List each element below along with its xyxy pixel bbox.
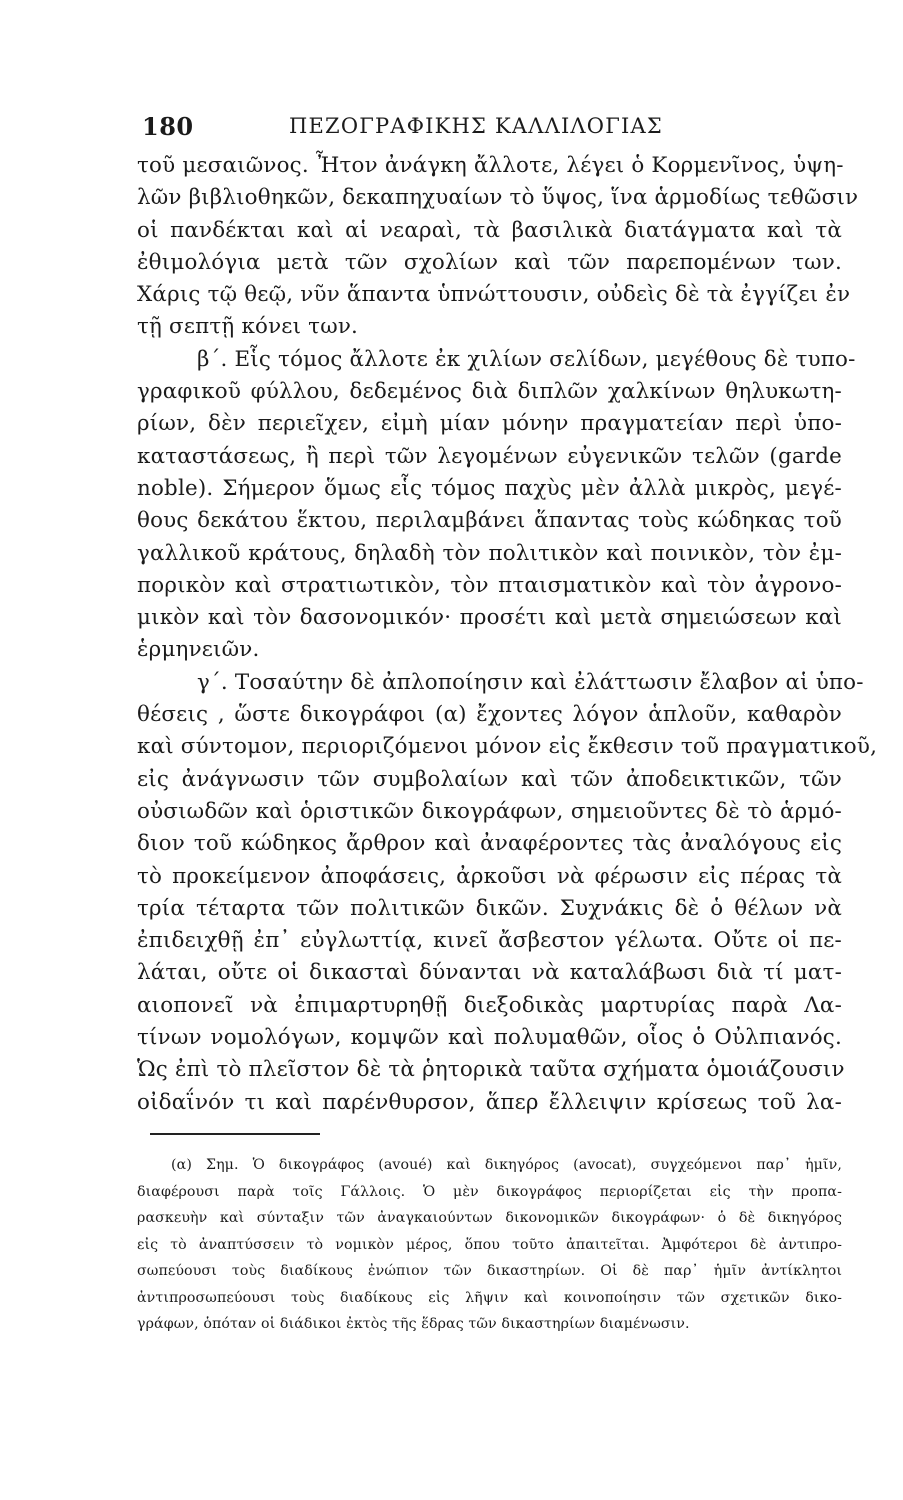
text-line: γραφικοῦ φύλλου, δεδεμένος διὰ διπλῶν χαλκίνων θηλυκωτη- [137,379,842,405]
text-line: τοῦ μεσαιῶνος. Ἦτον ἀνάγκη ἄλλοτε, λέγει ὁ Κορμενῖνος, ὑψη- [137,153,844,178]
text-line: μικὸν καὶ τὸν δασονομικόν· προσέτι καὶ μετὰ σημειώσεων καὶ [137,605,842,631]
running-title: ΠΕΖΟΓΡΑΦΙΚΗΣ ΚΑΛΛΙΛΟΓΙΑΣ [289,114,663,138]
text-line: ρίων, δὲν περιεῖχεν, εἰμὴ μίαν μόνην πραγματείαν περὶ ὑπο- [137,411,842,437]
text-line: καὶ σύντομον, περιοριζόμενοι μόνον εἰς ἔκθεσιν τοῦ πραγματικοῦ, [137,734,878,760]
text-line: ἑρμηνειῶν. [137,637,260,663]
footnote [137,1152,842,1338]
text-line: Ὡς ἐπὶ τὸ πλεῖστον δὲ τὰ ῥητορικὰ ταῦτα σχήματα ὁμοιάζουσιν [137,1057,845,1083]
text-line: θους δεκάτου ἕκτου, περιλαμβάνει ἅπαντας τοὺς κώδηκας τοῦ [137,508,842,534]
page-number: 180 [142,112,194,141]
page-header [142,112,842,142]
footnote-line: εἰς τὸ ἀναπτύσσειν τὸ νομικὸν μέρος, ὅπου τοῦτο ἀπαιτεῖται. Ἀμφότεροι δὲ ἀντιπρο- [137,1236,842,1253]
text-line: γ΄. Τοσαύτην δὲ ἀπλοποίησιν καὶ ἐλάττωσιν ἔλαβον αἱ ὑπο- [197,669,864,695]
text-line: τρία τέταρτα τῶν πολιτικῶν δικῶν. Συχνάκις δὲ ὁ θέλων νὰ [137,895,842,921]
text-line: εἰς ἀνάγνωσιν τῶν συμβολαίων καὶ τῶν ἀποδεικτικῶν, τῶν [137,766,842,792]
text-line: καταστάσεως, ἢ περὶ τῶν λεγομένων εὐγενικῶν τελῶν (garde [137,443,842,469]
text-line: θέσεις , ὥστε δικογράφοι (α) ἔχοντες λόγον ἁπλοῦν, καθαρὸν [137,702,842,728]
footnote-line: ρασκευὴν καὶ σύνταξιν τῶν ἀναγκαιούντων δικονομικῶν δικογράφων· ὁ δὲ δικηγόρος [137,1210,842,1226]
text-line: διον τοῦ κώδηκος ἄρθρον καὶ ἀναφέροντες τὰς ἀναλόγους εἰς [137,831,842,857]
text-line: πορικὸν καὶ στρατιωτικὸν, τὸν πταισματικὸν καὶ τὸν ἀγρονο- [137,572,842,598]
footnote-line: διαφέρουσι παρὰ τοῖς Γάλλοις. Ὁ μὲν δικογράφος περιορίζεται εἰς τὴν προπα- [137,1183,842,1200]
footnote-line: ἀντιπροσωπεύουσι τοὺς διαδίκους εἰς λῆψιν καὶ κοινοποίησιν τῶν σχετικῶν δικο- [137,1289,842,1306]
text-line: τὸ προκείμενον ἀποφάσεις, ἀρκοῦσι νὰ φέρωσιν εἰς πέρας τὰ [137,863,842,889]
footnote-line: γράφων, ὁπόταν οἱ διάδικοι ἐκτὸς τῆς ἕδρας τῶν δικαστηρίων διαμένωσιν. [137,1316,690,1332]
text-line: τίνων νομολόγων, κομψῶν καὶ πολυμαθῶν, οἷος ὁ Οὐλπιανός. [137,1025,842,1051]
text-line: λῶν βιβλιοθηκῶν, δεκαπηχυαίων τὸ ὕψος, ἵνα ἁρμοδίως τεθῶσιν [137,185,859,211]
text-line: αιοπονεῖ νὰ ἐπιμαρτυρηθῇ διεξοδικὰς μαρτυρίας παρὰ Λα- [137,992,842,1018]
text-line: γαλλικοῦ κράτους, δηλαδὴ τὸν πολιτικὸν καὶ ποινικὸν, τὸν ἐμ- [137,540,842,566]
text-line: ἐπιδειχθῇ ἐπ᾽ εὐγλωττίᾳ, κινεῖ ἄσβεστον γέλωτα. Οὔτε οἱ πε- [137,928,842,954]
text-line: τῇ σεπτῇ κόνει των. [137,314,359,340]
footnote-line: (α) Σημ. Ὁ δικογράφος (avoué) καὶ δικηγόρος (avocat), συγχεόμενοι παρ᾽ ἡμῖν, [171,1157,842,1173]
text-line: οἰδαΐνόν τι καὶ παρένθυρσον, ἅπερ ἔλλειψιν κρίσεως τοῦ λα- [137,1089,842,1115]
text-line: λάται, οὔτε οἱ δικασταὶ δύνανται νὰ καταλάβωσι διὰ τί ματ- [137,960,842,986]
text-line: noble). Σήμερον ὅμως εἷς τόμος παχὺς μὲν ἀλλὰ μικρὸς, μεγέ- [137,475,842,501]
footnote-line: σωπεύουσι τοὺς διαδίκους ἐνώπιον τῶν δικαστηρίων. Οἱ δὲ παρ᾽ ἡμῖν ἀντίκλητοι [137,1263,842,1279]
text-line: Χάρις τῷ θεῷ, νῦν ἅπαντα ὑπνώττουσιν, οὐδεὶς δὲ τὰ ἐγγίζει ἐν [137,282,851,308]
text-line: β΄. Εἷς τόμος ἄλλοτε ἐκ χιλίων σελίδων, μεγέθους δὲ τυπο- [197,346,856,372]
main-text [137,150,878,1119]
footnote-divider [150,1133,320,1135]
text-line: οἱ πανδέκται καὶ αἱ νεαραὶ, τὰ βασιλικὰ διατάγματα καὶ τὰ [137,217,842,243]
text-line: οὐσιωδῶν καὶ ὁριστικῶν δικογράφων, σημειοῦντες δὲ τὸ ἁρμό- [137,798,842,824]
text-line: ἐθιμολόγια μετὰ τῶν σχολίων καὶ τῶν παρεπομένων των. [137,249,842,275]
